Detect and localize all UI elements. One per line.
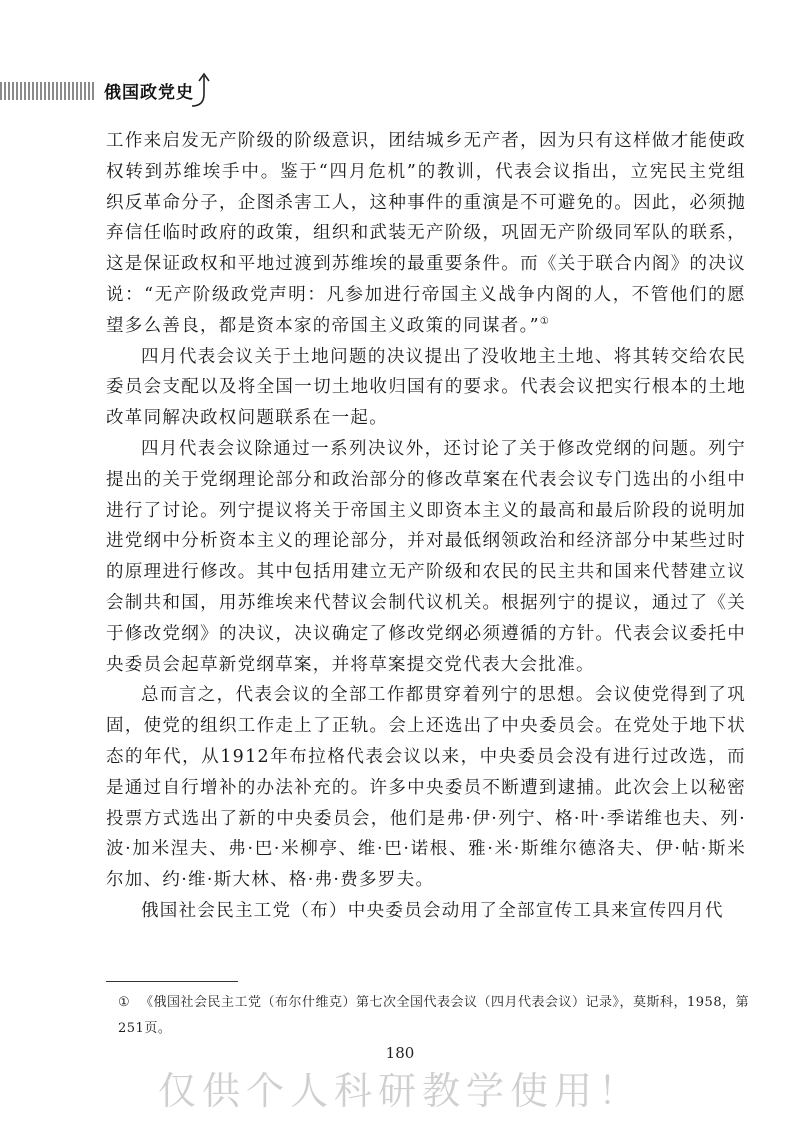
watermark: 仅供个人科研教学使用！ — [157, 1069, 642, 1113]
header-bracket-arrow-icon — [190, 70, 220, 108]
paragraph-3: 四月代表会议除通过一系列决议外，还讨论了关于修改党纲的问题。列宁提出的关于党纲理论部分和政治部分的修改草案在代表会议专门选出的小组中进行了讨论。列宁提议将关于帝国主义即资本主义的最高和最后阶段的说明加进党纲中分析资本主义的理论部分，并对最低纲领政治和经济部分中某些过时的原理进行修改。其中包括用建立无产阶级和农民的民主共和国来代替建立议会制共和国，用苏维埃来代替议会制代议机关。根据列宁的提议，通过了《关于修改党纲》的决议，决议确定了修改党纲必须遵循的方针。代表会议委托中央委员会起草新党纲草案，并将草案提交党代表大会批准。 — [106, 438, 746, 675]
paragraph-1 — [106, 126, 746, 342]
footnote-text: 《俄国社会民主工党（布尔什维克）第七次全国代表会议（四月代表会议）记录》，莫斯科，1958，第251页。 — [118, 995, 750, 1036]
footnote-marker: ① — [118, 995, 131, 1010]
running-header — [0, 70, 230, 110]
footnote-divider — [106, 981, 238, 982]
paragraph-1-text: 工作来启发无产阶级的阶级意识，团结城乡无产者，因为只有这样做才能使政权转到苏维埃手中。鉴于“四月危机”的教训，代表会议指出，立宪民主党组织反革命分子，企图杀害工人，这种事件的重演是不可避免的。因此，必须抛弃信任临时政府的政策，组织和武装无产阶级，巩固无产阶级同军队的联系，这是保证政权和平地过渡到苏维埃的最重要条件。而《关于联合内阁》的决议说：“无产阶级政党声明：凡参加进行帝国主义战争内阁的人，不管他们的愿望多么善良，都是资本家的帝国主义政策的同谋者。” — [106, 131, 746, 336]
body-text — [106, 126, 746, 927]
paragraph-4: 总而言之，代表会议的全部工作都贯穿着列宁的思想。会议使党得到了巩固，使党的组织工作走上了正轨。会上还选出了中央委员会。在党处于地下状态的年代，从1912年布拉格代表会议以来，中央委员会没有进行过改选，而是通过自行增补的办法补充的。许多中央委员不断遭到逮捕。此次会上以秘密投票方式选出了新的中央委员会，他们是弗·伊·列宁、格·叶·季诺维也夫、列·波·加米涅夫、弗·巴·米柳亭、维·巴·诺根、雅·米·斯维尔德洛夫、伊·帖·斯米尔加、约·维·斯大林、格·弗·费多罗夫。 — [106, 685, 746, 891]
footnote — [118, 990, 750, 1042]
header-hatch-decoration — [0, 82, 96, 100]
running-header-title: 俄国政党史 — [104, 83, 194, 103]
paragraph-5: 俄国社会民主工党（布）中央委员会动用了全部宣传工具来宣传四月代 — [141, 900, 724, 921]
footnote-reference[interactable]: ① — [539, 315, 551, 327]
paragraph-2: 四月代表会议关于土地问题的决议提出了没收地主土地、将其转交给农民委员会支配以及将全国一切土地收归国有的要求。代表会议把实行根本的土地改革同解决政权问题联系在一起。 — [106, 346, 746, 429]
page-number: 180 — [385, 1044, 415, 1062]
